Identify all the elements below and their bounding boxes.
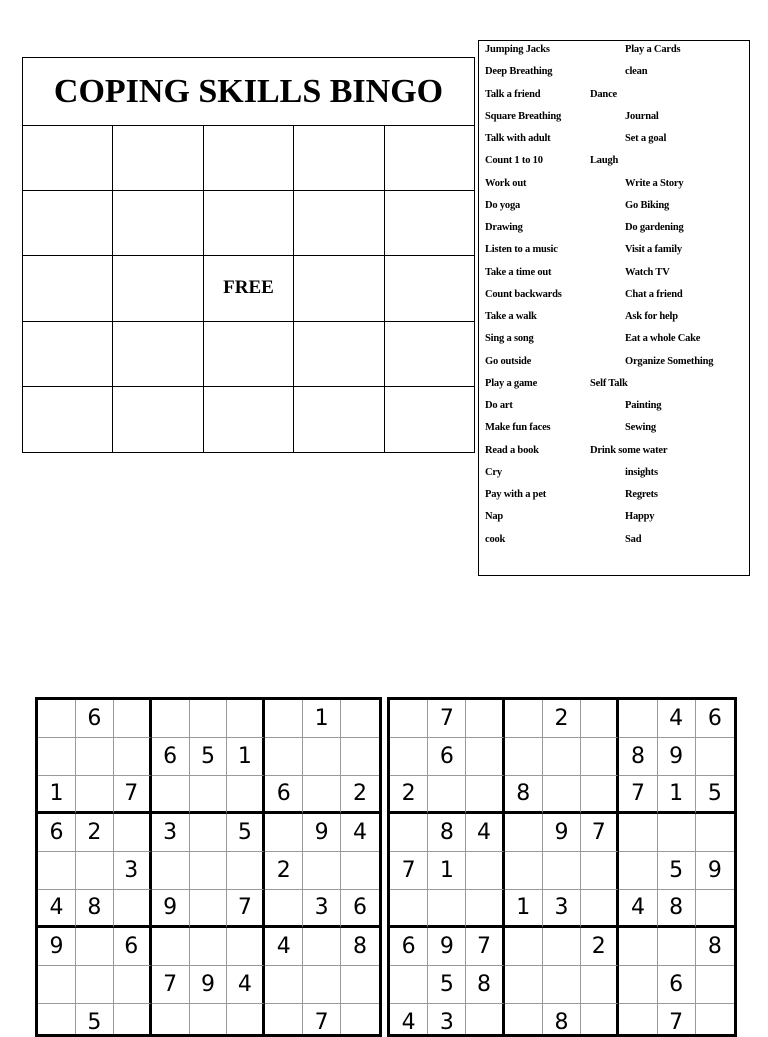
skill-item: Take a time out bbox=[485, 266, 552, 278]
sudoku-cell bbox=[619, 966, 657, 1004]
sudoku-cell: 5 bbox=[190, 738, 228, 776]
sudoku-right bbox=[387, 697, 737, 1037]
sudoku-cell: 4 bbox=[390, 1004, 428, 1037]
sudoku-cell bbox=[466, 890, 504, 928]
sudoku-cell: 5 bbox=[76, 1004, 114, 1037]
sudoku-cell bbox=[581, 738, 619, 776]
sudoku-cell bbox=[227, 928, 265, 966]
sudoku-cell: 8 bbox=[505, 776, 543, 814]
sudoku-cell bbox=[581, 966, 619, 1004]
sudoku-cell bbox=[505, 814, 543, 852]
sudoku-left bbox=[35, 697, 382, 1037]
skill-item: Self Talk bbox=[590, 377, 628, 389]
sudoku-cell bbox=[466, 738, 504, 776]
skill-item: Visit a family bbox=[625, 244, 682, 256]
sudoku-cell bbox=[505, 700, 543, 738]
sudoku-cell bbox=[38, 700, 76, 738]
sudoku-cell bbox=[227, 852, 265, 890]
sudoku-cell: 5 bbox=[227, 814, 265, 852]
sudoku-cell bbox=[341, 700, 379, 738]
skill-item: Nap bbox=[485, 511, 504, 523]
sudoku-cell bbox=[303, 928, 341, 966]
sudoku-cell: 6 bbox=[658, 966, 696, 1004]
skill-item: clean bbox=[625, 66, 648, 78]
sudoku-cell: 8 bbox=[619, 738, 657, 776]
sudoku-cell: 9 bbox=[543, 814, 581, 852]
bingo-free-cell: FREE bbox=[204, 256, 294, 321]
sudoku-cell: 7 bbox=[581, 814, 619, 852]
sudoku-cell bbox=[190, 928, 228, 966]
bingo-cell bbox=[385, 322, 474, 387]
sudoku-cell bbox=[38, 1004, 76, 1037]
sudoku-cell: 7 bbox=[428, 700, 466, 738]
sudoku-cell bbox=[390, 890, 428, 928]
sudoku-cell: 7 bbox=[390, 852, 428, 890]
bingo-cell bbox=[204, 126, 294, 191]
sudoku-cell bbox=[265, 966, 303, 1004]
skill-item: Happy bbox=[625, 511, 655, 523]
sudoku-cell: 8 bbox=[466, 966, 504, 1004]
sudoku-cell bbox=[390, 966, 428, 1004]
skill-item: Write a Story bbox=[625, 177, 684, 189]
sudoku-cell bbox=[265, 1004, 303, 1037]
sudoku-cell: 9 bbox=[38, 928, 76, 966]
sudoku-cell bbox=[619, 928, 657, 966]
bingo-card bbox=[22, 57, 475, 453]
sudoku-cell bbox=[466, 776, 504, 814]
skill-item: Listen to a music bbox=[485, 244, 558, 256]
skill-item: Count backwards bbox=[485, 288, 562, 300]
sudoku-cell: 7 bbox=[114, 776, 152, 814]
skill-item: Pay with a pet bbox=[485, 489, 547, 500]
sudoku-cell bbox=[38, 852, 76, 890]
skill-item: Make fun faces bbox=[485, 422, 551, 434]
sudoku-cell: 5 bbox=[428, 966, 466, 1004]
sudoku-cell: 8 bbox=[76, 890, 114, 928]
sudoku-cell bbox=[152, 1004, 190, 1037]
skill-item: Count 1 to 10 bbox=[485, 155, 543, 167]
sudoku-cell: 9 bbox=[658, 738, 696, 776]
sudoku-cell bbox=[581, 1004, 619, 1037]
sudoku-cell: 2 bbox=[265, 852, 303, 890]
bingo-cell bbox=[294, 256, 385, 321]
sudoku-cell: 7 bbox=[466, 928, 504, 966]
sudoku-cell bbox=[303, 852, 341, 890]
sudoku-cell bbox=[696, 814, 734, 852]
bingo-cell bbox=[294, 322, 385, 387]
sudoku-cell: 8 bbox=[543, 1004, 581, 1037]
sudoku-cell: 8 bbox=[658, 890, 696, 928]
sudoku-cell bbox=[543, 928, 581, 966]
sudoku-cell bbox=[505, 1004, 543, 1037]
skill-item: Cry bbox=[485, 466, 502, 478]
sudoku-cell bbox=[505, 966, 543, 1004]
skill-item: Eat a whole Cake bbox=[625, 333, 701, 345]
sudoku-cell bbox=[390, 700, 428, 738]
sudoku-cell: 6 bbox=[390, 928, 428, 966]
bingo-cell bbox=[294, 387, 385, 452]
sudoku-cell bbox=[190, 890, 228, 928]
skill-item: Deep Breathing bbox=[485, 66, 553, 78]
skill-item: Ask for help bbox=[625, 311, 678, 322]
sudoku-cell bbox=[543, 776, 581, 814]
sudoku-cell bbox=[581, 890, 619, 928]
sudoku-cell: 6 bbox=[76, 700, 114, 738]
sudoku-cell: 7 bbox=[227, 890, 265, 928]
sudoku-cell: 9 bbox=[303, 814, 341, 852]
sudoku-cell: 3 bbox=[114, 852, 152, 890]
sudoku-cell: 4 bbox=[227, 966, 265, 1004]
sudoku-cell: 1 bbox=[505, 890, 543, 928]
sudoku-cell: 6 bbox=[38, 814, 76, 852]
skill-item: Go Biking bbox=[625, 199, 670, 211]
sudoku-cell bbox=[341, 738, 379, 776]
sudoku-cell bbox=[581, 852, 619, 890]
skill-item: Dance bbox=[590, 88, 617, 100]
sudoku-cell bbox=[265, 738, 303, 776]
bingo-cell bbox=[294, 191, 385, 256]
sudoku-cell bbox=[190, 814, 228, 852]
sudoku-cell bbox=[390, 814, 428, 852]
skill-item: Watch TV bbox=[625, 266, 670, 278]
sudoku-cell bbox=[38, 966, 76, 1004]
sudoku-cell bbox=[265, 700, 303, 738]
bingo-cell bbox=[113, 126, 204, 191]
sudoku-cell bbox=[428, 890, 466, 928]
sudoku-cell: 7 bbox=[303, 1004, 341, 1037]
sudoku-cell bbox=[114, 700, 152, 738]
sudoku-cell: 1 bbox=[38, 776, 76, 814]
sudoku-cell bbox=[466, 852, 504, 890]
bingo-cell bbox=[113, 191, 204, 256]
sudoku-cell: 6 bbox=[114, 928, 152, 966]
sudoku-cell bbox=[341, 1004, 379, 1037]
coping-skills-list bbox=[478, 40, 750, 576]
sudoku-cell bbox=[76, 738, 114, 776]
sudoku-cell bbox=[114, 890, 152, 928]
sudoku-cell: 9 bbox=[428, 928, 466, 966]
bingo-cell bbox=[23, 256, 113, 321]
sudoku-cell bbox=[390, 738, 428, 776]
skill-item: Sing a song bbox=[485, 333, 534, 345]
sudoku-cell: 5 bbox=[696, 776, 734, 814]
sudoku-cell: 1 bbox=[658, 776, 696, 814]
sudoku-cell bbox=[581, 700, 619, 738]
sudoku-cell: 4 bbox=[341, 814, 379, 852]
sudoku-cell bbox=[619, 1004, 657, 1037]
sudoku-cell: 8 bbox=[341, 928, 379, 966]
sudoku-cell bbox=[619, 700, 657, 738]
sudoku-cell bbox=[190, 1004, 228, 1037]
sudoku-cell bbox=[543, 852, 581, 890]
sudoku-cell: 1 bbox=[227, 738, 265, 776]
bingo-cell bbox=[204, 387, 294, 452]
sudoku-cell: 3 bbox=[152, 814, 190, 852]
sudoku-cell bbox=[152, 928, 190, 966]
sudoku-cell: 6 bbox=[152, 738, 190, 776]
skill-item: Do art bbox=[485, 400, 513, 411]
bingo-cell bbox=[385, 387, 474, 452]
sudoku-cell: 4 bbox=[38, 890, 76, 928]
sudoku-cell: 6 bbox=[428, 738, 466, 776]
sudoku-cell: 1 bbox=[303, 700, 341, 738]
sudoku-cell: 3 bbox=[303, 890, 341, 928]
bingo-title: COPING SKILLS BINGO bbox=[23, 58, 474, 126]
skill-item: Take a walk bbox=[485, 311, 537, 322]
sudoku-cell bbox=[696, 1004, 734, 1037]
skill-item: Do yoga bbox=[485, 199, 521, 211]
skill-item: Jumping Jacks bbox=[485, 44, 550, 55]
bingo-cell bbox=[113, 387, 204, 452]
bingo-cell bbox=[113, 256, 204, 321]
sudoku-cell bbox=[265, 814, 303, 852]
sudoku-cell bbox=[581, 776, 619, 814]
sudoku-cell: 2 bbox=[543, 700, 581, 738]
bingo-cell bbox=[385, 191, 474, 256]
skill-item: Talk a friend bbox=[485, 88, 541, 100]
sudoku-cell bbox=[696, 890, 734, 928]
sudoku-cell bbox=[505, 928, 543, 966]
sudoku-cell: 8 bbox=[696, 928, 734, 966]
sudoku-cell bbox=[227, 1004, 265, 1037]
skill-item: Set a goal bbox=[625, 133, 667, 144]
sudoku-cell: 7 bbox=[658, 1004, 696, 1037]
sudoku-cell bbox=[303, 966, 341, 1004]
sudoku-cell: 5 bbox=[658, 852, 696, 890]
sudoku-cell bbox=[619, 852, 657, 890]
skill-item: Play a game bbox=[485, 377, 538, 389]
sudoku-cell bbox=[341, 966, 379, 1004]
sudoku-cell bbox=[466, 1004, 504, 1037]
bingo-cell bbox=[385, 126, 474, 191]
sudoku-cell bbox=[505, 738, 543, 776]
skill-item: insights bbox=[625, 466, 658, 478]
sudoku-cell bbox=[696, 738, 734, 776]
sudoku-cell: 2 bbox=[341, 776, 379, 814]
sudoku-cell: 3 bbox=[543, 890, 581, 928]
sudoku-cell bbox=[190, 852, 228, 890]
skill-item: Work out bbox=[485, 177, 527, 189]
sudoku-cell bbox=[152, 852, 190, 890]
sudoku-cell bbox=[190, 776, 228, 814]
sudoku-cell bbox=[619, 814, 657, 852]
sudoku-cell bbox=[76, 928, 114, 966]
skill-item: Drawing bbox=[485, 222, 523, 233]
sudoku-cell: 2 bbox=[76, 814, 114, 852]
skill-item: Play a Cards bbox=[625, 44, 681, 55]
skill-item: Do gardening bbox=[625, 222, 684, 233]
sudoku-cell bbox=[114, 738, 152, 776]
sudoku-cell bbox=[543, 738, 581, 776]
skill-item: Laugh bbox=[590, 155, 619, 167]
sudoku-cell bbox=[505, 852, 543, 890]
skill-item: Square Breathing bbox=[485, 110, 562, 122]
sudoku-cell bbox=[428, 776, 466, 814]
sudoku-cell bbox=[696, 966, 734, 1004]
skill-item: Sewing bbox=[625, 422, 656, 434]
sudoku-cell: 7 bbox=[619, 776, 657, 814]
sudoku-cell: 4 bbox=[265, 928, 303, 966]
sudoku-cell: 4 bbox=[619, 890, 657, 928]
skill-item: Journal bbox=[625, 110, 659, 122]
sudoku-cell: 7 bbox=[152, 966, 190, 1004]
skill-item: Painting bbox=[625, 400, 662, 411]
skill-item: Regrets bbox=[625, 489, 658, 500]
skill-item: Chat a friend bbox=[625, 288, 683, 300]
skill-item: Sad bbox=[625, 533, 642, 545]
sudoku-cell bbox=[190, 700, 228, 738]
sudoku-cell: 9 bbox=[190, 966, 228, 1004]
sudoku-cell bbox=[152, 776, 190, 814]
sudoku-cell bbox=[114, 1004, 152, 1037]
sudoku-cell bbox=[658, 814, 696, 852]
skill-item: Read a book bbox=[485, 444, 539, 456]
sudoku-cell bbox=[76, 966, 114, 1004]
bingo-cell bbox=[385, 256, 474, 321]
sudoku-cell bbox=[341, 852, 379, 890]
sudoku-cell: 8 bbox=[428, 814, 466, 852]
sudoku-cell bbox=[227, 776, 265, 814]
sudoku-cell bbox=[227, 700, 265, 738]
sudoku-cell: 6 bbox=[696, 700, 734, 738]
skill-item: Talk with adult bbox=[485, 133, 551, 144]
sudoku-cell bbox=[38, 738, 76, 776]
skill-item: Go outside bbox=[485, 355, 532, 367]
bingo-grid bbox=[23, 126, 474, 452]
skill-item: cook bbox=[485, 533, 506, 545]
skill-item: Drink some water bbox=[590, 444, 668, 456]
sudoku-cell bbox=[76, 776, 114, 814]
sudoku-cell bbox=[114, 966, 152, 1004]
sudoku-cell: 4 bbox=[466, 814, 504, 852]
sudoku-cell: 6 bbox=[265, 776, 303, 814]
sudoku-cell bbox=[466, 700, 504, 738]
sudoku-cell: 9 bbox=[152, 890, 190, 928]
sudoku-cell bbox=[265, 890, 303, 928]
bingo-cell bbox=[113, 322, 204, 387]
bingo-cell bbox=[23, 322, 113, 387]
bingo-cell bbox=[204, 322, 294, 387]
sudoku-cell: 6 bbox=[341, 890, 379, 928]
sudoku-cell: 1 bbox=[428, 852, 466, 890]
bingo-cell bbox=[23, 126, 113, 191]
sudoku-cell: 9 bbox=[696, 852, 734, 890]
sudoku-cell bbox=[152, 700, 190, 738]
sudoku-cell: 2 bbox=[581, 928, 619, 966]
sudoku-cell bbox=[76, 852, 114, 890]
sudoku-cell: 3 bbox=[428, 1004, 466, 1037]
sudoku-cell bbox=[303, 776, 341, 814]
sudoku-cell: 4 bbox=[658, 700, 696, 738]
sudoku-cell bbox=[543, 966, 581, 1004]
bingo-cell bbox=[294, 126, 385, 191]
sudoku-cell: 2 bbox=[390, 776, 428, 814]
sudoku-cell bbox=[658, 928, 696, 966]
sudoku-cell bbox=[303, 738, 341, 776]
bingo-cell bbox=[23, 387, 113, 452]
sudoku-cell bbox=[114, 814, 152, 852]
bingo-cell bbox=[204, 191, 294, 256]
bingo-cell bbox=[23, 191, 113, 256]
skill-item: Organize Something bbox=[625, 355, 714, 367]
